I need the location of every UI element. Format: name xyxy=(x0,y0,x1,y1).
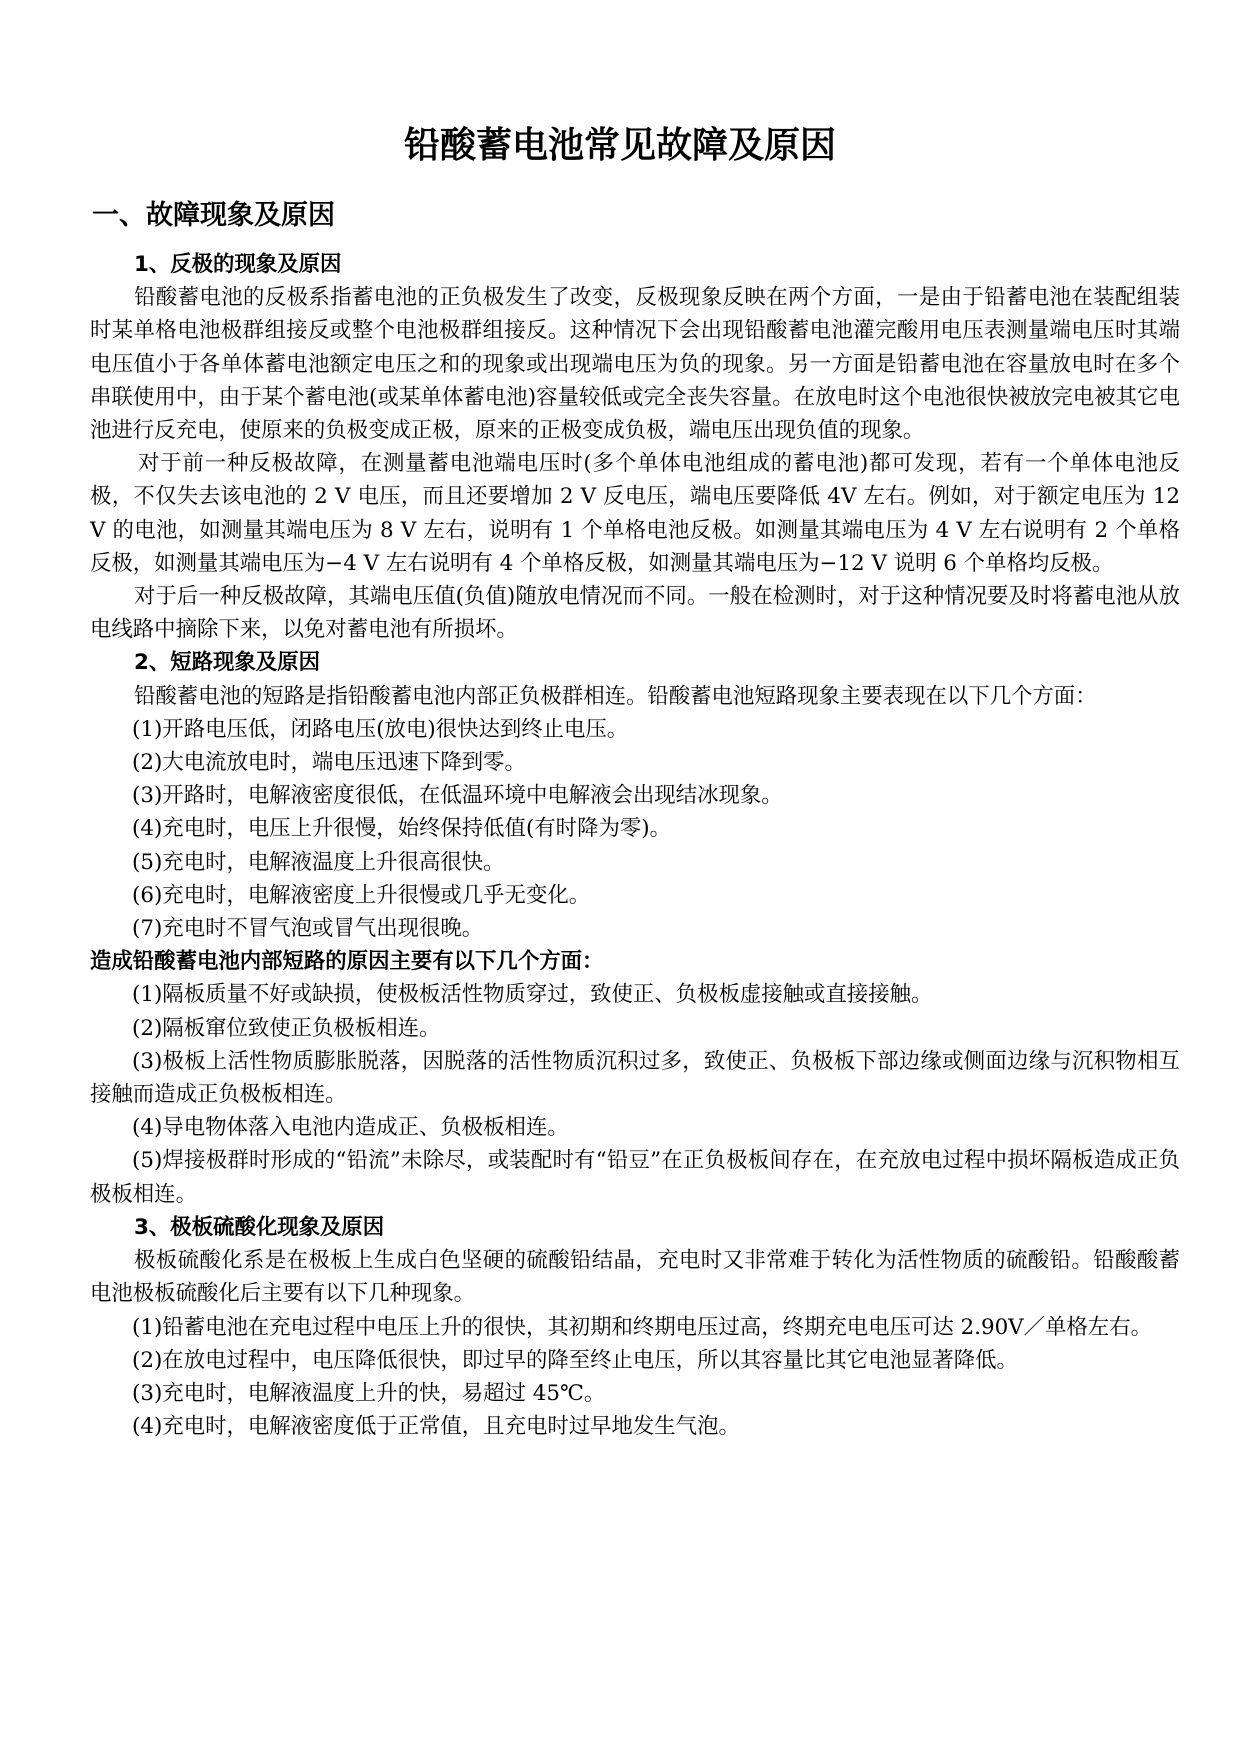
list-item: (3)充电时，电解液温度上升的快，易超过 45℃。 xyxy=(132,1380,606,1406)
paragraph: 铅酸蓄电池的反极系指蓄电池的正负极发生了改变，反极现象反映在两个方面，一是由于铅蓄电池在装配组装时某单格电池极群组接反或整个电池极群组接反。这种情况下会出现铅酸蓄电池灌完酸用电压表测量端电压时其端电压值小于各单体蓄电池额定电压之和的现象或出现端电压为负的现象。另一方面是铅蓄电池在容量放电时在多个串联使用中，由于某个蓄电池(或某单体蓄电池)容量较低或完全丧失容量。在放电时这个电池很快被放完电被其它电池进行反充电，使原来的负极变成正极，原来的正极变成负极，端电压出现负值的现象。 xyxy=(90,285,1180,444)
causes-heading: 造成铅酸蓄电池内部短路的原因主要有以下几个方面： xyxy=(90,949,604,975)
list-item: (1)开路电压低，闭路电压(放电)很快达到终止电压。 xyxy=(132,716,629,742)
list-item: (4)导电物体落入电池内造成正、负极板相连。 xyxy=(132,1115,569,1141)
list-item: (5)焊接极群时形成的“铅流”未除尽，或装配时有“铅豆”在正负极板间存在，在充放电过程中损坏隔板造成正负极板相连。 xyxy=(90,1148,1180,1207)
list-item: (4)充电时，电压上升很慢，始终保持低值(有时降为零)。 xyxy=(132,816,671,842)
list-item: (1)隔板质量不好或缺损，使极板活性物质穿过，致使正、负极板虚接触或直接接触。 xyxy=(132,982,933,1008)
paragraph: 极板硫酸化系是在极板上生成白色坚硬的硫酸铅结晶，充电时又非常难于转化为活性物质的硫酸铅。铅酸酸蓄电池极板硫酸化后主要有以下几种现象。 xyxy=(90,1248,1180,1307)
page-title: 铅酸蓄电池常见故障及原因 xyxy=(403,125,836,166)
subsection-heading-2: 2、短路现象及原因 xyxy=(134,650,321,676)
list-item: (2)在放电过程中，电压降低很快，即过早的降至终止电压，所以其容量比其它电池显著降低。 xyxy=(132,1347,1018,1373)
section-heading: 一、故障现象及原因 xyxy=(92,200,335,231)
list-item: (1)铅蓄电池在充电过程中电压上升的很快，其初期和终期电压过高，终期充电电压可达 2.90V／单格左右。 xyxy=(132,1314,1152,1340)
list-item: (3)极板上活性物质膨胀脱落，因脱落的活性物质沉积过多，致使正、负极板下部边缘或侧面边缘与沉积物相互接触而造成正负极板相连。 xyxy=(90,1048,1180,1108)
list-item: (7)充电时不冒气泡或冒气出现很晚。 xyxy=(132,916,484,942)
list-item: (2)大电流放电时，端电压迅速下降到零。 xyxy=(132,750,526,776)
list-item: (2)隔板窜位致使正负极板相连。 xyxy=(132,1015,441,1041)
list-item: (3)开路时，电解液密度很低，在低温环境中电解液会出现结冰现象。 xyxy=(132,783,783,809)
document-body xyxy=(90,248,1180,1443)
list-item: (4)充电时，电解液密度低于正常值，且充电时过早地发生气泡。 xyxy=(132,1414,740,1440)
subsection-heading-3: 3、极板硫酸化现象及原因 xyxy=(134,1214,385,1240)
paragraph: 对于前一种反极故障，在测量蓄电池端电压时(多个单体电池组成的蓄电池)都可发现，若有一个单体电池反极，不仅失去该电池的 2 V 电压，而且还要增加 2 V 反电压，端电压要降低 4V 左右。例如，对于额定电压为 12 V 的电池，如测量其端电压为 8 V 左右，说明有 1 个单格电池反极。如测量其端电压为 4 V 左右说明有 2 个单格反极，如测量其端电压为−4 V 左右说明有 4 个单格反极，如测量其端电压为−12 V 说明 6 个单格均反极。 xyxy=(90,451,1180,576)
paragraph: 对于后一种反极故障，其端电压值(负值)随放电情况而不同。一般在检测时，对于这种情况要及时将蓄电池从放电线路中摘除下来，以免对蓄电池有所损坏。 xyxy=(90,584,1180,643)
paragraph: 铅酸蓄电池的短路是指铅酸蓄电池内部正负极群相连。铅酸蓄电池短路现象主要表现在以下几个方面： xyxy=(134,683,1097,709)
list-item: (5)充电时，电解液温度上升很高很快。 xyxy=(132,849,505,875)
list-item: (6)充电时，电解液密度上升很慢或几乎无变化。 xyxy=(132,882,591,908)
subsection-heading-1: 1、反极的现象及原因 xyxy=(134,252,342,277)
